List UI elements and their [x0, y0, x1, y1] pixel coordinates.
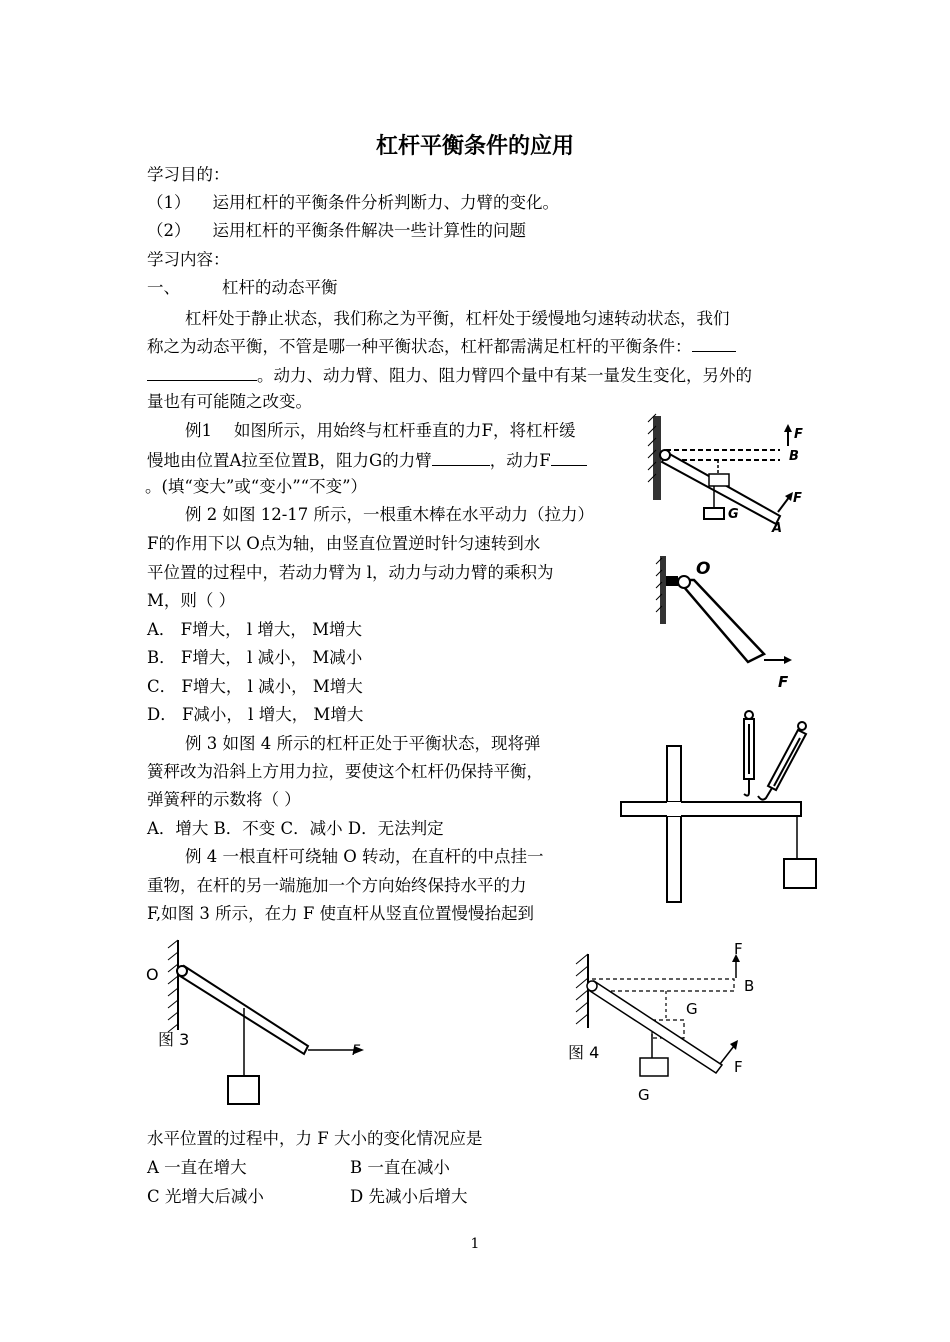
wall: [660, 556, 666, 624]
goal-2-num: （2）: [147, 221, 191, 240]
label-b: B: [744, 977, 755, 995]
section-1-title: 杠杆的动态平衡: [222, 278, 338, 297]
goal-1-text: 运用杠杆的平衡条件分析判断力、力臂的变化。: [212, 193, 559, 212]
intro-line-3: [147, 365, 752, 386]
ex4-line-2: 重物，在杆的另一端施加一个方向始终保持水平的力: [147, 876, 527, 895]
post-overlap: [667, 802, 681, 816]
figure-3-caption: 图 3: [158, 1030, 190, 1049]
ex4-option-b: B 一直在减小: [350, 1158, 450, 1177]
label-f-low: F: [793, 491, 802, 506]
wooden-stick: [678, 580, 764, 662]
goals-heading: 学习目的：: [147, 165, 230, 184]
ex3-line-2: 簧秤改为沿斜上方用力拉，要使这个杠杆仍保持平衡，: [147, 762, 543, 781]
pivot: [678, 576, 690, 588]
ex4-line-3: F,如图 3 所示，在力 F 使直杆从竖直位置慢慢抬起到: [147, 904, 535, 923]
ex3-line-1: 例 3 如图 4 所示的杠杆正处于平衡状态，现将弹: [185, 734, 541, 753]
ex1-label: 例1: [185, 421, 212, 440]
hook-icon: [744, 779, 749, 796]
pivot-block: [666, 576, 678, 586]
wall-hatching: [168, 940, 178, 1032]
ex2-line-3: 平位置的过程中，若动力臂为 l，动力与动力臂的乘积为: [147, 563, 554, 582]
spring-scale-scale: [774, 738, 800, 786]
section-1-heading: [147, 278, 338, 298]
arrow-head-icon: [784, 656, 792, 664]
spring-scale-ring: [745, 711, 753, 719]
ex2-option-c: C． F增大， l 减小， M增大: [147, 677, 363, 696]
ex3-line-3: 弹簧秤的示数将（ ）: [147, 790, 301, 809]
label-f-top: F: [734, 940, 743, 958]
goal-1-num: （1）: [147, 193, 191, 212]
label-g-low: G: [638, 1086, 650, 1104]
answer-blank[interactable]: [147, 365, 257, 381]
wall: [653, 416, 661, 500]
force-arrow-a: [720, 1046, 734, 1064]
ex1-line-1: [185, 421, 575, 441]
answer-blank[interactable]: [692, 336, 736, 352]
ex2-option-a: A． F增大， l 增大， M增大: [147, 620, 363, 639]
lever-bar: [621, 802, 801, 816]
weight-dashed: [709, 474, 729, 486]
weight-g: [640, 1058, 668, 1076]
ex2-option-b: B． F增大， l 减小， M减小: [147, 648, 363, 667]
section-1-num: 一、: [147, 278, 180, 297]
figure-3-rod: [142, 938, 372, 1108]
page-number: 1: [470, 1236, 480, 1252]
label-f-top: F: [794, 427, 803, 442]
label-g: G: [728, 507, 739, 522]
intro-line-4: 量也有可能随之改变。: [147, 392, 312, 411]
goal-1: [147, 193, 559, 213]
intro-line-2: [147, 336, 736, 357]
ex4-option-a: A 一直在增大: [147, 1158, 247, 1177]
figure-lever-ex1: [648, 412, 818, 534]
ex1-line-2a: 慢地由位置A拉至位置B，阻力G的力臂: [147, 451, 432, 470]
ex4-line-1: 例 4 一根直杆可绕轴 O 转动，在直杆的中点挂一: [185, 847, 544, 866]
ex4-option-d: D 先减小后增大: [350, 1187, 468, 1206]
intro-line-1: 杠杆处于静止状态，我们称之为平衡，杠杆处于缓慢地匀速转动状态，我们: [185, 309, 730, 328]
pivot: [177, 966, 187, 976]
lever-position-b: [592, 979, 734, 991]
ex4-option-c: C 光增大后减小: [147, 1187, 264, 1206]
ex1-line-3: 。(填“变大”或“变小”“不变”）: [145, 477, 368, 496]
spring-scale-ring: [798, 722, 806, 730]
arrow-head-icon: [784, 424, 792, 432]
page-title: 杠杆平衡条件的应用: [375, 133, 574, 159]
content-heading: 学习内容：: [147, 250, 230, 269]
wall-hatching: [576, 954, 588, 1024]
ex3-options: A．增大 B．不变 C．减小 D．无法判定: [147, 819, 444, 838]
pivot: [660, 450, 670, 460]
label-f-low: F: [734, 1058, 743, 1076]
ex2-line-4: M，则（ ）: [147, 591, 236, 610]
ex2-option-d: D． F减小， l 增大， M增大: [147, 705, 364, 724]
label-f: F: [778, 673, 789, 691]
pivot: [587, 981, 597, 991]
label-a: A: [772, 521, 783, 536]
goal-2-text: 运用杠杆的平衡条件解决一些计算性的问题: [212, 221, 526, 240]
intro-line-3-text: 。动力、动力臂、阻力、阻力臂四个量中有某一量发生变化，另外的: [257, 366, 752, 385]
label-f: F: [352, 1043, 361, 1059]
ex1-line-2: [147, 450, 587, 471]
weight-g: [704, 508, 724, 519]
answer-blank[interactable]: [551, 450, 587, 466]
support-post: [667, 746, 681, 902]
hook-icon: [758, 788, 772, 800]
answer-blank[interactable]: [432, 450, 490, 466]
figure-spring-scale-ex3: [618, 708, 823, 903]
ex4-line-4: 水平位置的过程中，力 F 大小的变化情况应是: [147, 1129, 483, 1148]
label-o: O: [146, 965, 159, 984]
ex2-line-2: F的作用下以 O点为轴，由竖直位置逆时针匀速转到水: [147, 534, 541, 553]
figure-wooden-stick-ex2: [656, 554, 806, 689]
label-o: O: [696, 559, 711, 579]
ex1-text: 如图所示，用始终与杠杆垂直的力F，将杠杆缓: [234, 421, 576, 440]
intro-line-2-text: 称之为动态平衡，不管是哪一种平衡状态，杠杆都需满足杠杆的平衡条件：: [147, 337, 692, 356]
figure-4-lever: [566, 938, 766, 1108]
figure-4-caption: 图 4: [568, 1043, 600, 1062]
label-b: B: [789, 449, 799, 464]
ex1-line-2b: ，动力F: [489, 451, 551, 470]
label-g-mid: G: [686, 1000, 698, 1018]
goal-2: [147, 221, 526, 241]
ex2-line-1: 例 2 如图 12-17 所示，一根重木棒在水平动力（拉力）: [185, 505, 595, 524]
weight-box: [784, 859, 816, 888]
weight-box: [228, 1076, 259, 1104]
